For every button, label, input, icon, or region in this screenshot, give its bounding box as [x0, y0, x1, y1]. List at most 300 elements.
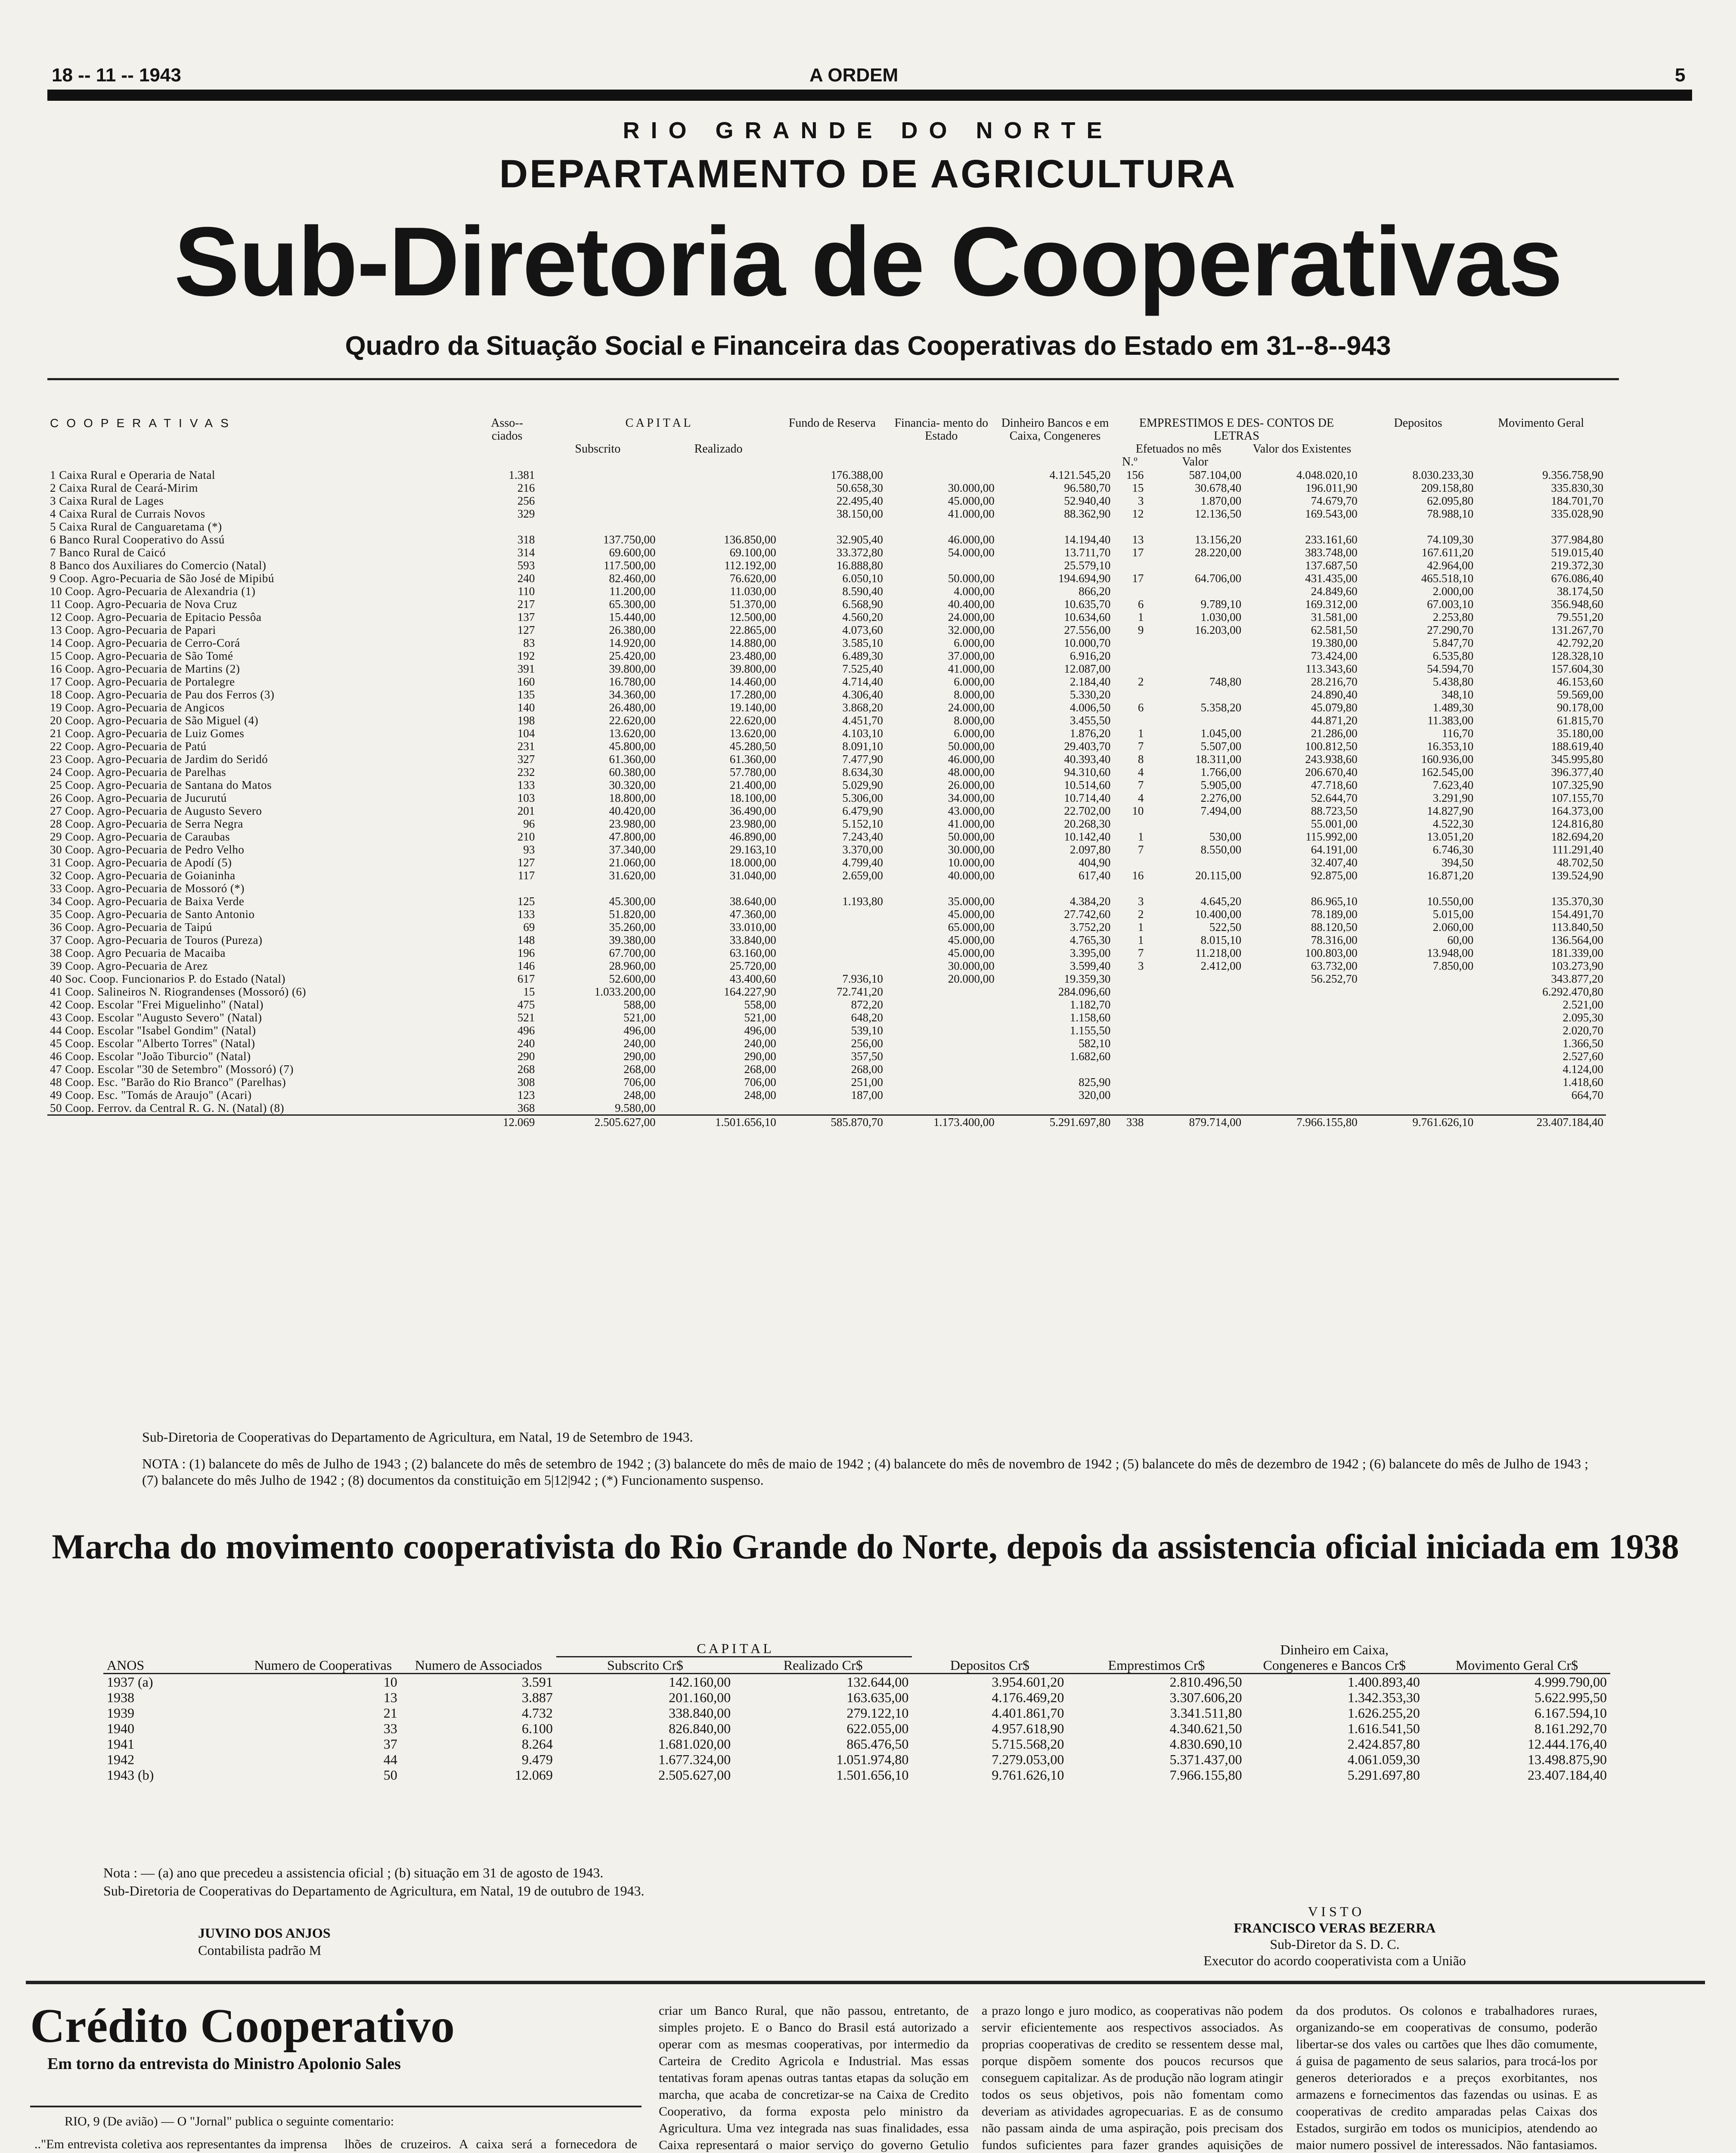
cooperative-name: 17 Coop. Agro-Pecuaria de Portalegre: [50, 675, 235, 688]
table-cell: 240,00: [623, 1037, 656, 1050]
table-cell: 377.984,80: [1551, 533, 1603, 546]
table-cell: 10.714,40: [1064, 791, 1111, 804]
table-cell: 47.360,00: [729, 908, 776, 921]
table-cell: 23.480,00: [729, 649, 776, 662]
cooperative-name: 45 Coop. Escolar "Alberto Torres" (Natal): [50, 1037, 255, 1050]
cooperative-name: 1 Caixa Rural e Operaria de Natal: [50, 468, 215, 481]
table-row: [47, 766, 1606, 779]
table-cell: 51.820,00: [609, 908, 656, 921]
table-cell: 74.109,30: [1427, 533, 1474, 546]
table-cell: 3: [1138, 959, 1144, 972]
table-cell: 78.189,00: [1311, 908, 1358, 921]
table-cell: 1.030,00: [1200, 611, 1242, 624]
table-cell: 16: [1132, 869, 1144, 882]
table-cell: 1.033.200,00: [594, 985, 656, 998]
table-cell: 14.194,40: [1064, 533, 1111, 546]
table-cell: 48.000,00: [948, 766, 995, 779]
table-cell: 13.711,70: [1064, 546, 1111, 559]
table-cell: [1360, 1101, 1476, 1115]
table-cell: 290: [517, 1050, 535, 1063]
signature-right-role2: Executor do acordo cooperativista com a União: [1203, 1953, 1466, 1968]
table-cell: 131.267,70: [1551, 624, 1603, 636]
total-cell: 1.173.400,00: [886, 1115, 997, 1129]
table-cell: [537, 882, 658, 895]
table-cell: 137.750,00: [603, 533, 656, 546]
table-cell: 17.280,00: [729, 688, 776, 701]
table-cell: 3: [1138, 895, 1144, 908]
table-cell: 519.015,40: [1551, 546, 1603, 559]
table-cell: 45.280,50: [729, 740, 776, 753]
issue-date: 18 -- 11 -- 1943: [52, 65, 181, 86]
table-cell: 7.279.053,00: [992, 1752, 1064, 1767]
section-divider: [26, 1981, 1705, 1984]
col-movimento-2: Movimento Geral Cr$: [1455, 1657, 1578, 1673]
cooperative-name: 40 Soc. Coop. Funcionarios P. do Estado (Natal): [50, 972, 285, 985]
table-cell: 117: [518, 869, 535, 882]
table-cell: 465.518,10: [1421, 572, 1474, 585]
total-cell: 23.407.184,40: [1476, 1115, 1606, 1129]
cooperative-name: 14 Coop. Agro-Pecuaria de Cerro-Corá: [50, 636, 240, 649]
table-cell: 2.000,00: [1432, 585, 1474, 598]
table-cell: 136.564,00: [1551, 934, 1603, 946]
table-cell: 320,00: [1079, 1089, 1111, 1101]
table-cell: 240: [517, 1037, 535, 1050]
table-cell: 16.888,80: [836, 559, 883, 572]
table-cell: 46.000,00: [948, 533, 995, 546]
table-cell: 19.359,30: [1064, 972, 1111, 985]
table-cell: 164.227,90: [724, 985, 776, 998]
table-cell: 38.150,00: [836, 507, 883, 520]
table-cell: 2.412,00: [1200, 959, 1242, 972]
table-row: [103, 1767, 1610, 1783]
table-cell: 496,00: [623, 1024, 656, 1037]
table-cell: 706,00: [623, 1076, 656, 1089]
table-cell: 100.812,50: [1305, 740, 1358, 753]
table-cell: 4.732: [521, 1705, 553, 1721]
table-row: [103, 1705, 1610, 1721]
table-cell: [1146, 1101, 1244, 1115]
table-cell: 268,00: [744, 1063, 776, 1076]
table-cell: [1113, 714, 1146, 727]
table-cell: 6.292.470,80: [1542, 985, 1603, 998]
table-cell: 3.887: [521, 1690, 553, 1705]
table-cell: 8.030.233,30: [1412, 468, 1474, 481]
table-cell: 154.491,70: [1551, 908, 1603, 921]
table-cell: 96.580,70: [1064, 481, 1111, 494]
cooperative-name: 42 Coop. Escolar "Frei Miguelinho" (Natal): [50, 998, 264, 1011]
table-row: [47, 585, 1606, 598]
table-cell: 3.599,40: [1070, 959, 1111, 972]
table-cell: 20.268,30: [1064, 817, 1111, 830]
table-cell: 6.916,20: [1070, 649, 1111, 662]
table-cell: 64.706,00: [1195, 572, 1242, 585]
cooperative-name: 33 Coop. Agro-Pecuaria de Mossoró (*): [50, 882, 245, 895]
table-cell: 5.622.995,50: [1534, 1690, 1607, 1705]
table-cell: 46.890,00: [729, 830, 776, 843]
total-cell: 585.870,70: [779, 1115, 886, 1129]
col-num-assoc: Numero de Associados: [415, 1657, 542, 1673]
table-cell: 11.200,00: [609, 585, 656, 598]
table-row: [47, 1011, 1606, 1024]
table-cell: 40.420,00: [609, 804, 656, 817]
table-cell: 391: [517, 662, 535, 675]
table-cell: 92.875,00: [1311, 869, 1358, 882]
table-cell: 10: [1132, 804, 1144, 817]
table-row: [47, 1101, 1606, 1115]
table-cell: 169.543,00: [1305, 507, 1358, 520]
table-cell: 14.920,00: [609, 636, 656, 649]
table-cell: 5.507,00: [1200, 740, 1242, 753]
table-row: [47, 843, 1606, 856]
table-cell: 1.626.255,20: [1347, 1705, 1420, 1721]
table-cell: 23.980,00: [609, 817, 656, 830]
table-cell: [886, 1050, 997, 1063]
table-cell: 67.700,00: [609, 946, 656, 959]
table-cell: 748,80: [1209, 675, 1242, 688]
table-cell: [1113, 636, 1146, 649]
table-cell: [779, 921, 886, 934]
table-cell: [1146, 1063, 1244, 1076]
table-cell: 2: [1138, 908, 1144, 921]
table-cell: 284.096,60: [1058, 985, 1111, 998]
table-cell: 8: [1138, 753, 1144, 766]
total-cell: 879.714,00: [1146, 1115, 1244, 1129]
table-cell: [1244, 1089, 1360, 1101]
table-cell: 2.424.857,80: [1347, 1736, 1420, 1752]
table-cell: 42.964,00: [1427, 559, 1474, 572]
table-cell: [537, 468, 658, 481]
table-cell: 11.218,00: [1195, 946, 1242, 959]
table-cell: 4.522,30: [1432, 817, 1474, 830]
table-cell: 6: [1138, 701, 1144, 714]
table-cell: 10.000,00: [948, 856, 995, 869]
table-cell: 9.789,10: [1200, 598, 1242, 611]
table-cell: 240,00: [744, 1037, 776, 1050]
table-cell: [1113, 856, 1146, 869]
table-row: [47, 791, 1606, 804]
table-cell: 36.490,00: [729, 804, 776, 817]
cooperative-name: 35 Coop. Agro-Pecuaria de Santo Antonio: [50, 908, 255, 921]
table-row: [47, 624, 1606, 636]
table-cell: 160.936,00: [1421, 753, 1474, 766]
table-row: [47, 662, 1606, 675]
table-cell: 128.328,10: [1551, 649, 1603, 662]
table-cell: 24.849,60: [1311, 585, 1358, 598]
article-column-2: lhões de cruzeiros. A caixa será a fornecedora de: [344, 2137, 637, 2151]
table-cell: 256: [517, 494, 535, 507]
table-cell: 11.030,00: [730, 585, 776, 598]
table-cell: 140: [517, 701, 535, 714]
table-cell: 6.000,00: [954, 675, 995, 688]
table-cell: 50.000,00: [948, 830, 995, 843]
table-row: [47, 714, 1606, 727]
table-cell: 664,70: [1571, 1089, 1603, 1101]
table-cell: 19.380,00: [1311, 636, 1358, 649]
table-cell: 25.579,10: [1064, 559, 1111, 572]
table-cell: 1.158,60: [1070, 1011, 1111, 1024]
page-number: 5: [1675, 65, 1686, 86]
table-cell: 1.682,60: [1070, 1050, 1111, 1063]
table-cell: 18.100,00: [729, 791, 776, 804]
table-cell: [1244, 1011, 1360, 1024]
table-cell: 40.400,00: [948, 598, 995, 611]
table-row: [47, 611, 1606, 624]
table-row: [47, 1076, 1606, 1089]
table-row: [47, 494, 1606, 507]
table-cell: 1.766,00: [1200, 766, 1242, 779]
cooperative-name: 34 Coop. Agro-Pecuaria de Baixa Verde: [50, 895, 245, 908]
table-cell: [1244, 998, 1360, 1011]
cooperative-name: 15 Coop. Agro-Pecuaria de São Tomé: [50, 649, 233, 662]
table-cell: 26.000,00: [948, 779, 995, 791]
table-cell: 8.161.292,70: [1534, 1721, 1607, 1736]
col-num-coop: Numero de Cooperativas: [254, 1657, 392, 1673]
table-cell: 133: [517, 908, 535, 921]
table-cell: 194.694,90: [1058, 572, 1111, 585]
table-cell: 21: [383, 1705, 397, 1721]
table-cell: 4.124,00: [1562, 1063, 1603, 1076]
article-subtitle: Em torno da entrevista do Ministro Apolonio Sales: [47, 2055, 401, 2073]
table-row: [47, 1063, 1606, 1076]
table-cell: 46.000,00: [948, 753, 995, 766]
table-cell: [779, 1101, 886, 1115]
table-cell: 94.310,60: [1064, 766, 1111, 779]
table-row: [47, 959, 1606, 972]
table-row: [47, 869, 1606, 882]
year-cell: 1943 (b): [107, 1767, 154, 1783]
table-cell: 79.551,20: [1557, 611, 1603, 624]
table-cell: 78.988,10: [1427, 507, 1474, 520]
table-cell: 19.140,00: [729, 701, 776, 714]
table-cell: 9: [1138, 624, 1144, 636]
table-cell: 240: [517, 572, 535, 585]
table-cell: 192: [517, 649, 535, 662]
table-cell: 335.028,90: [1551, 507, 1603, 520]
table-cell: 135: [517, 688, 535, 701]
cooperative-name: 20 Coop. Agro-Pecuaria de São Miguel (4): [50, 714, 259, 727]
table-cell: 148: [517, 934, 535, 946]
table-cell: 268: [517, 1063, 535, 1076]
table-cell: 8.000,00: [954, 714, 995, 727]
table-cell: 4.714,40: [842, 675, 883, 688]
table-cell: 3.591: [521, 1674, 553, 1690]
table-cell: 40.000,00: [948, 869, 995, 882]
table-cell: 1.366,50: [1562, 1037, 1603, 1050]
table-cell: 7.243,40: [842, 830, 883, 843]
table-cell: 34.360,00: [609, 688, 656, 701]
visto-label: V I S T O: [1308, 1904, 1362, 1919]
table-cell: [1360, 882, 1476, 895]
department-heading: DEPARTAMENTO DE AGRICULTURA: [499, 152, 1237, 196]
table-cell: 522,50: [1209, 921, 1242, 934]
table-cell: 40.393,40: [1064, 753, 1111, 766]
total-cell: 5.291.697,80: [997, 1115, 1113, 1129]
table-cell: 1.616.541,50: [1347, 1721, 1420, 1736]
table-cell: [886, 985, 997, 998]
table-cell: 22.620,00: [729, 714, 776, 727]
table-row: [47, 520, 1606, 533]
table-cell: 243.938,60: [1305, 753, 1358, 766]
table-cell: [886, 559, 997, 572]
table-cell: 4.451,70: [842, 714, 883, 727]
section-title: Marcha do movimento cooperativista do Rio Grande do Norte, depois da assistencia oficial iniciada em 1938: [52, 1527, 1679, 1566]
table-cell: 51.370,00: [729, 598, 776, 611]
cooperative-name: 29 Coop. Agro-Pecuaria de Caraubas: [50, 830, 230, 843]
table-cell: 24.000,00: [948, 701, 995, 714]
table-cell: 21.400,00: [729, 779, 776, 791]
table-cell: 142.160,00: [669, 1674, 731, 1690]
table-cell: 6.050,10: [842, 572, 883, 585]
total-cell: 338: [1113, 1115, 1146, 1129]
total-cell: 9.761.626,10: [1360, 1115, 1476, 1129]
table-cell: 4: [1138, 791, 1144, 804]
table-cell: 25.420,00: [609, 649, 656, 662]
table-cell: 116,70: [1442, 727, 1474, 740]
cooperative-name: 32 Coop. Agro-Pecuaria de Goianinha: [50, 869, 236, 882]
table-cell: 39.800,00: [609, 662, 656, 675]
cooperative-name: 26 Coop. Agro-Pecuaria de Jucurutú: [50, 791, 227, 804]
table-cell: 2.659,00: [842, 869, 883, 882]
cooperative-name: 12 Coop. Agro-Pecuaria de Epitacio Pessôa: [50, 611, 262, 624]
table-cell: 69: [523, 921, 535, 934]
table-cell: 69.100,00: [729, 546, 776, 559]
table-cell: 394,50: [1442, 856, 1474, 869]
table-cell: 268,00: [851, 1063, 883, 1076]
table-cell: 4.048.020,10: [1296, 468, 1358, 481]
table-cell: 133: [517, 779, 535, 791]
year-cell: 1937 (a): [107, 1674, 153, 1690]
table-cell: 46.153,60: [1557, 675, 1603, 688]
table-cell: 1: [1138, 934, 1144, 946]
table-cell: 16.780,00: [609, 675, 656, 688]
table-cell: 1.677.324,00: [658, 1752, 731, 1767]
table-cell: 1.342.353,30: [1347, 1690, 1420, 1705]
table-cell: [886, 1024, 997, 1037]
table-cell: 33.372,80: [836, 546, 883, 559]
table-cell: 6.535,80: [1432, 649, 1474, 662]
table-cell: 496,00: [744, 1024, 776, 1037]
table-cell: 169.312,00: [1305, 598, 1358, 611]
table-row: [47, 649, 1606, 662]
table-cell: 13.498.875,90: [1528, 1752, 1607, 1767]
table-cell: 29.163,10: [729, 843, 776, 856]
table-cell: 13.620,00: [729, 727, 776, 740]
table-cell: 530,00: [1209, 830, 1242, 843]
col-valor: Valor: [1182, 455, 1209, 468]
table-row: [103, 1674, 1610, 1690]
table-cell: 2.810.496,50: [1169, 1674, 1242, 1690]
year-cell: 1940: [107, 1721, 134, 1736]
table-cell: 45.800,00: [609, 740, 656, 753]
table-cell: 2.521,00: [1562, 998, 1603, 1011]
table-row: [47, 468, 1606, 481]
table-cell: [537, 520, 658, 533]
table-cell: [1113, 972, 1146, 985]
cooperative-name: 48 Coop. Esc. "Barão do Rio Branco" (Parelhas): [50, 1076, 286, 1089]
table-row: [47, 908, 1606, 921]
cooperative-name: 50 Coop. Ferrov. da Central R. G. N. (Natal) (8): [50, 1101, 285, 1114]
table-cell: [537, 481, 658, 494]
table-cell: 33: [383, 1721, 397, 1736]
table-cell: 4.957.618,90: [992, 1721, 1064, 1736]
table-cell: [1244, 1024, 1360, 1037]
col-depositos-2: Depositos Cr$: [950, 1657, 1029, 1673]
table-cell: 132.644,00: [846, 1674, 909, 1690]
table-cell: 12.500,00: [729, 611, 776, 624]
cooperative-name: 27 Coop. Agro-Pecuaria de Augusto Severo: [50, 804, 262, 817]
table-cell: 20.000,00: [948, 972, 995, 985]
table-cell: 6.000,00: [954, 636, 995, 649]
table-cell: [997, 1063, 1113, 1076]
table-cell: 32.000,00: [948, 624, 995, 636]
table-cell: 1.182,70: [1070, 998, 1111, 1011]
table-cell: [779, 959, 886, 972]
table-cell: 383.748,00: [1305, 546, 1358, 559]
table-cell: 78.316,00: [1311, 934, 1358, 946]
col-fundo: Fundo de Reserva: [788, 416, 876, 430]
table-cell: [1146, 1076, 1244, 1089]
table-cell: 62.095,80: [1427, 494, 1474, 507]
table-cell: 219.372,30: [1551, 559, 1603, 572]
table-cell: 12.444.176,40: [1528, 1736, 1607, 1752]
table-cell: [1146, 972, 1244, 985]
table-cell: 13.620,00: [609, 727, 656, 740]
table-cell: 9.479: [521, 1752, 553, 1767]
table-cell: 14.880,00: [729, 636, 776, 649]
table-cell: 33.840,00: [729, 934, 776, 946]
table-cell: 47.800,00: [609, 830, 656, 843]
article-column-5: da dos produtos. Os colonos e trabalhadores ruraes, organizando-se em cooperativas de consumo, poderão libertar-se dos vales ou cartões que lhes dão comumente, á guisa de pagamento de seus salarios, para trocá-los por generos deteriorados e a preços exorbitantes, nos armazens e fornecimentos das fazendas ou usinas. E as cooperativas de credito amparadas pelas Caixas dos Estados, surgirão em todos os municipios, atendendo ao maior numero possivel de interessados. Não fantasiamos.: [1296, 2004, 1597, 2152]
table-cell: 50.000,00: [948, 572, 995, 585]
cooperative-name: 37 Coop. Agro-Pecuaria de Touros (Pureza): [50, 934, 263, 946]
table-cell: [1113, 1050, 1146, 1063]
table-cell: 521: [517, 1011, 535, 1024]
table-cell: [1146, 585, 1244, 598]
table-cell: 37.000,00: [948, 649, 995, 662]
table-cell: 233.161,60: [1305, 533, 1358, 546]
cooperative-name: 11 Coop. Agro-Pecuaria de Nova Cruz: [50, 598, 237, 611]
table-cell: 83: [523, 636, 535, 649]
table-cell: 4.765,30: [1070, 934, 1111, 946]
cooperative-name: 5 Caixa Rural de Canguaretama (*): [50, 520, 222, 533]
table-cell: 256,00: [851, 1037, 883, 1050]
table-cell: 12.069: [515, 1767, 553, 1783]
table-cell: 52.644,70: [1311, 791, 1358, 804]
table-cell: 73.424,00: [1311, 649, 1358, 662]
cooperative-name: 10 Coop. Agro-Pecuaria de Alexandria (1): [50, 585, 256, 598]
col-valor-existentes: Valor dos Existentes: [1252, 442, 1352, 456]
table-cell: 539,10: [851, 1024, 883, 1037]
table-cell: 82.460,00: [609, 572, 656, 585]
table-cell: 164.373,00: [1551, 804, 1603, 817]
total-cell: 2.505.627,00: [537, 1115, 658, 1129]
table-cell: [1146, 520, 1244, 533]
table-row: [47, 533, 1606, 546]
table-cell: 210: [517, 830, 535, 843]
table-row: [47, 921, 1606, 934]
article-header-box: [30, 1998, 642, 2107]
table-cell: 10.550,00: [1427, 895, 1474, 908]
table-cell: 61.360,00: [729, 753, 776, 766]
table-cell: 1.051.974,80: [836, 1752, 909, 1767]
table-cell: [1113, 585, 1146, 598]
table-cell: 826.840,00: [669, 1721, 731, 1736]
table-cell: 5.291.697,80: [1347, 1767, 1420, 1783]
table-cell: 1: [1138, 727, 1144, 740]
table-cell: 32.905,40: [836, 533, 883, 546]
progress-table: [103, 1641, 1610, 1783]
table-cell: 14.460,00: [729, 675, 776, 688]
